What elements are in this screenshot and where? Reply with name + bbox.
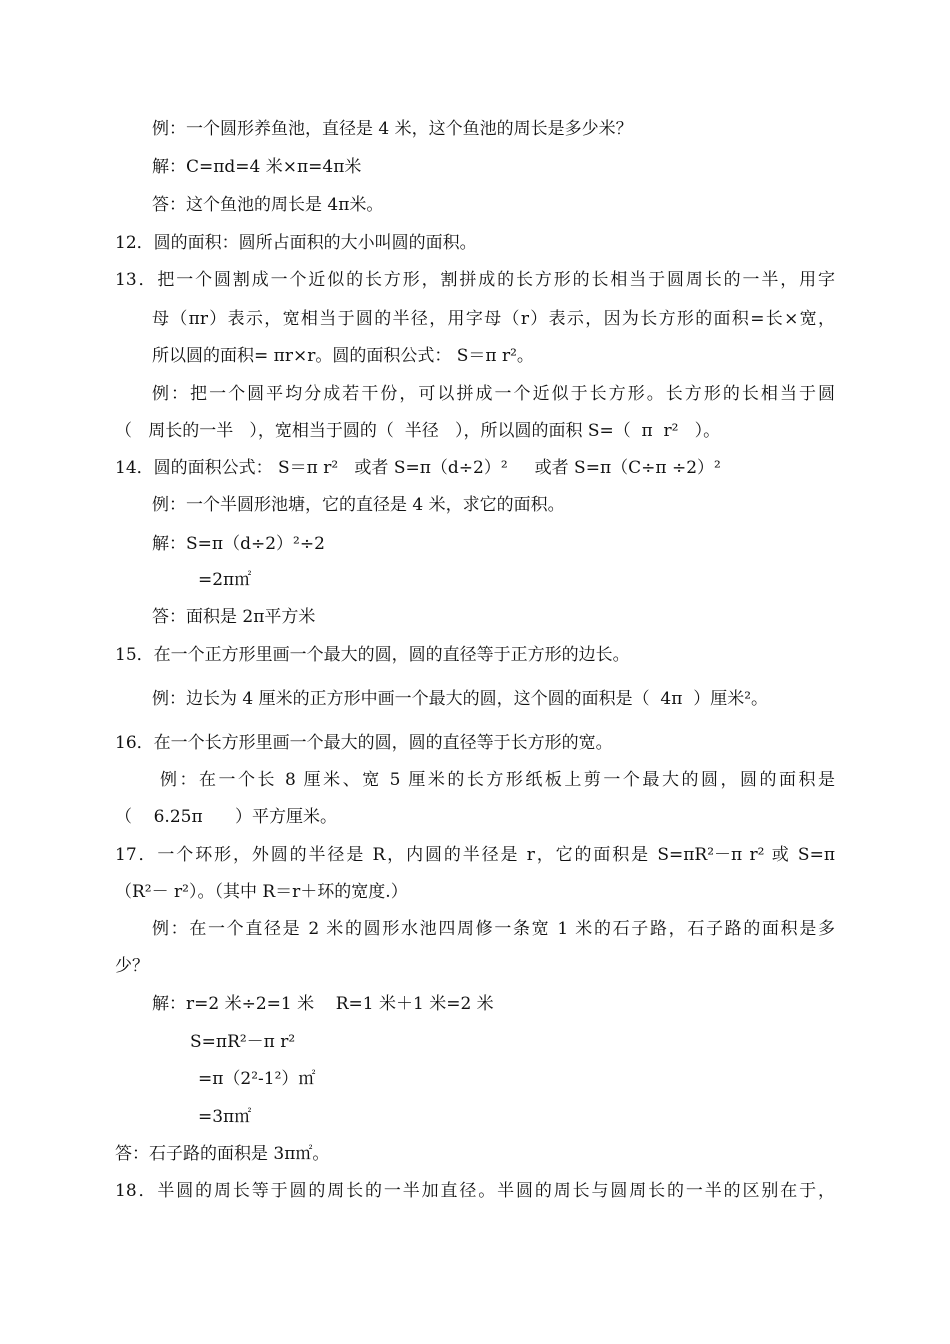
text-line: 例：在一个直径是 2 米的圆形水池四周修一条宽 1 米的石子路，石子路的面积是多 [152, 919, 835, 939]
text-line: =2π㎡ [198, 570, 252, 590]
text-line: 17．一个环形，外圆的半径是 R，内圆的半径是 r，它的面积是 S=πR²－π r² 或 S=π [115, 845, 835, 865]
text-line: =π（2²-1²）㎡ [198, 1069, 316, 1089]
text-line: 例：在一个长 8 厘米、宽 5 厘米的长方形纸板上剪一个最大的圆，圆的面积是 [160, 770, 835, 790]
text-line: 13．把一个圆割成一个近似的长方形，割拼成的长方形的长相当于圆周长的一半，用字 [115, 270, 835, 290]
text-line: 解：C=πd=4 米×π=4π米 [152, 157, 362, 177]
text-line: S=πR²－π r² [190, 1032, 296, 1052]
text-line: 答：石子路的面积是 3π㎡。 [115, 1144, 330, 1164]
text-line: 所以圆的面积= πr×r。圆的面积公式： S＝π r²。 [152, 346, 534, 366]
text-line: （ 周长的一半 ），宽相当于圆的（ 半径 ），所以圆的面积 S=（ π r² ）。 [115, 421, 721, 441]
text-line: （R²－ r²）。（其中 R＝r＋环的宽度.） [115, 882, 408, 902]
text-line: 解：r=2 米÷2=1 米 R=1 米＋1 米=2 米 [152, 994, 494, 1014]
text-line: 15．在一个正方形里画一个最大的圆，圆的直径等于正方形的边长。 [115, 645, 630, 665]
text-line: 16．在一个长方形里画一个最大的圆，圆的直径等于长方形的宽。 [115, 733, 613, 753]
text-line: 少？ [115, 956, 149, 976]
text-line: 12．圆的面积：圆所占面积的大小叫圆的面积。 [115, 233, 477, 253]
text-line: 例：把一个圆平均分成若干份，可以拼成一个近似于长方形。长方形的长相当于圆 [152, 384, 835, 404]
text-line: 答：这个鱼池的周长是 4π米。 [152, 195, 384, 215]
text-line: （ 6.25π ）平方厘米。 [115, 807, 338, 827]
text-line: 母（πr）表示，宽相当于圆的半径，用字母（r）表示，因为长方形的面积=长×宽， [152, 309, 835, 329]
text-line: 14．圆的面积公式： S＝π r² 或者 S=π（d÷2）² 或者 S=π（C÷π ÷2）² [115, 458, 721, 478]
text-line: 例：一个半圆形池塘，它的直径是 4 米，求它的面积。 [152, 495, 565, 515]
text-line: 例：边长为 4 厘米的正方形中画一个最大的圆，这个圆的面积是（ 4π ）厘米²。 [152, 689, 769, 709]
text-line: 答：面积是 2π平方米 [152, 607, 316, 627]
text-line: 解：S=π（d÷2）²÷2 [152, 534, 325, 554]
text-line: 18．半圆的周长等于圆的周长的一半加直径。半圆的周长与圆周长的一半的区别在于， [115, 1181, 835, 1201]
text-line: 例：一个圆形养鱼池，直径是 4 米，这个鱼池的周长是多少米？ [152, 119, 633, 139]
text-line: =3π㎡ [198, 1107, 252, 1127]
